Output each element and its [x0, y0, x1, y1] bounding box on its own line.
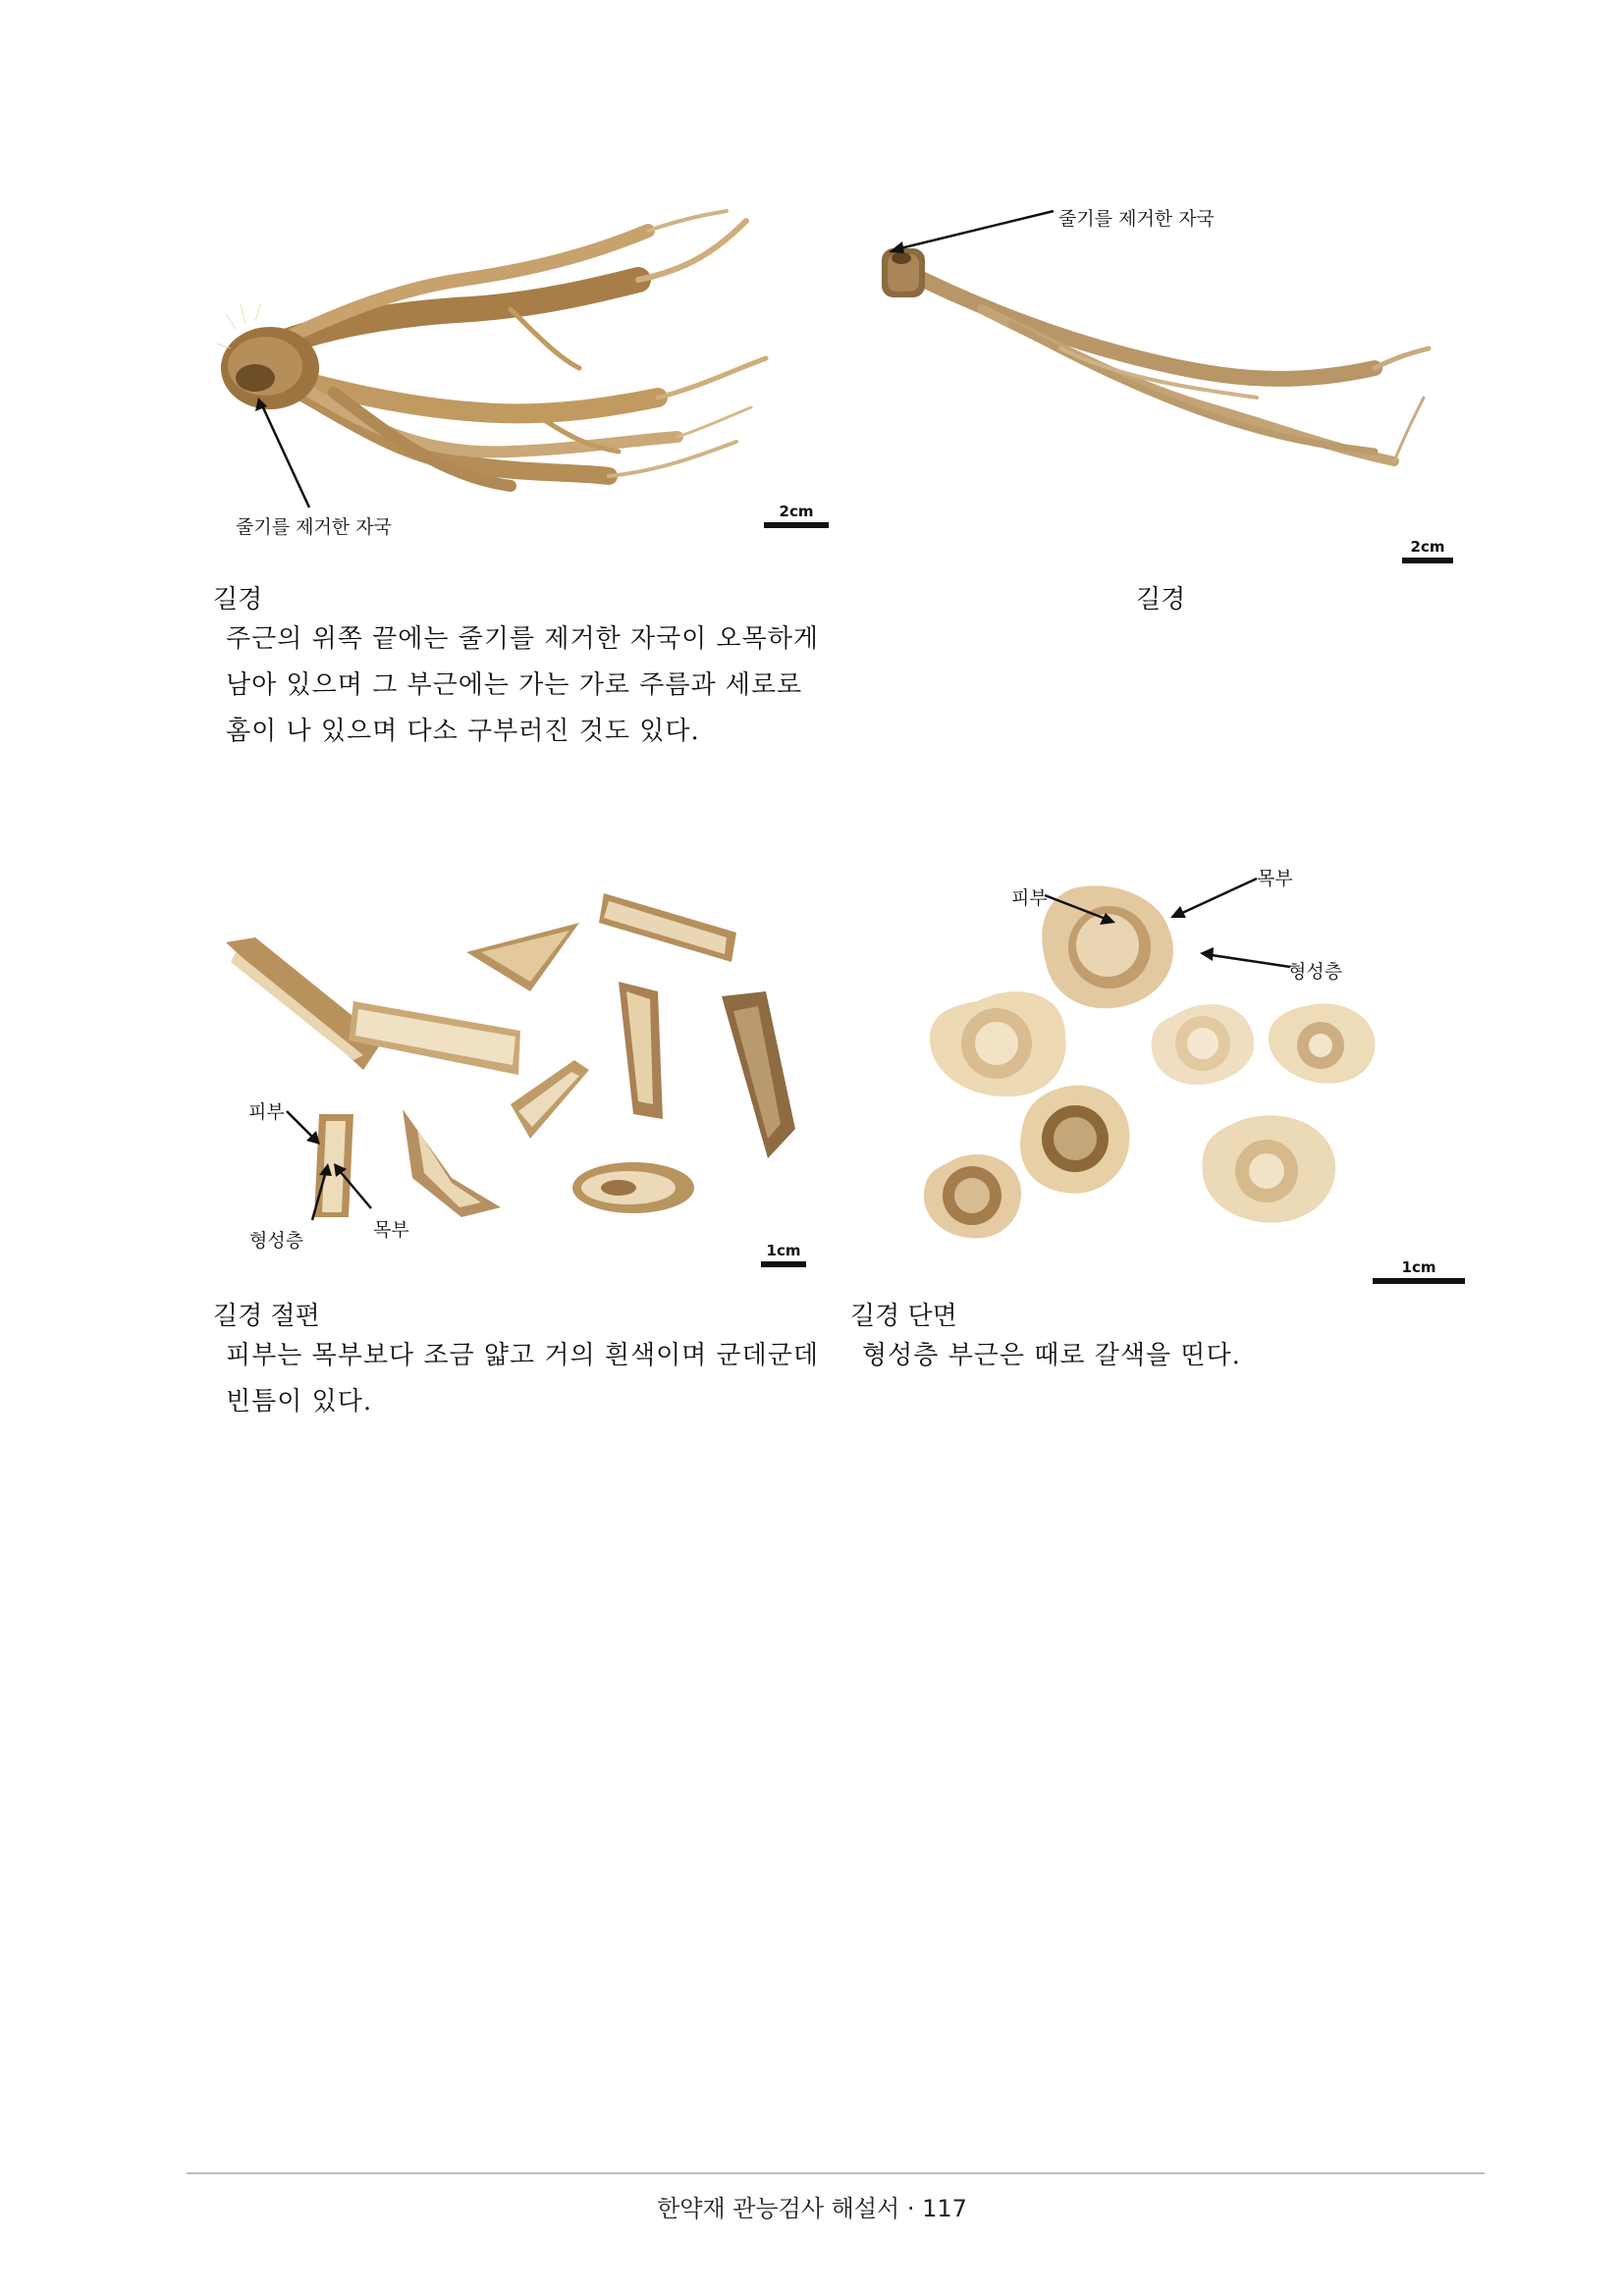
- scale-label: 2cm: [1410, 538, 1445, 556]
- caption-title: 길경 단면: [850, 1302, 957, 1331]
- photo-root-whole-2: [864, 240, 1434, 466]
- caption-title: 길경: [1136, 585, 1186, 614]
- scale-bar: [761, 1261, 806, 1267]
- callout-arrow: [255, 398, 314, 515]
- photo-root-slices: [206, 893, 815, 1247]
- footer-rule: [187, 2172, 1485, 2174]
- scale-bar: [1402, 558, 1453, 563]
- callout-cambium: 형성층: [249, 1230, 304, 1252]
- scale-bar: [764, 522, 829, 528]
- callout-xylem: 목부: [1257, 868, 1293, 889]
- callout-arrow: [285, 1109, 324, 1148]
- caption-title: 길경: [213, 585, 263, 614]
- callout-stem-scar: 줄기를 제거한 자국: [1058, 208, 1215, 230]
- callout-bark: 피부: [248, 1101, 285, 1123]
- callout-arrow: [1200, 947, 1293, 972]
- photo-root-cross-sections: [918, 879, 1429, 1271]
- callout-stem-scar: 줄기를 제거한 자국: [236, 516, 392, 538]
- callout-cambium: 형성층: [1288, 961, 1343, 983]
- caption-line: 홈이 나 있으며 다소 구부러진 것도 있다.: [226, 717, 700, 746]
- scale-label: 1cm: [766, 1242, 801, 1259]
- caption-line: 피부는 목부보다 조금 얇고 거의 흰색이며 군데군데: [226, 1341, 820, 1370]
- callout-arrow: [332, 1163, 376, 1212]
- caption-line: 남아 있으며 그 부근에는 가는 가로 주름과 세로로: [226, 670, 803, 700]
- scale-label: 1cm: [1401, 1258, 1436, 1276]
- callout-arrow: [1043, 891, 1116, 926]
- scale-label: 2cm: [779, 503, 814, 520]
- page-footer: 한약재 관능검사 해설서 · 117: [657, 2195, 967, 2222]
- callout-bark: 피부: [1011, 887, 1048, 909]
- callout-xylem: 목부: [373, 1219, 409, 1241]
- callout-arrow: [1170, 877, 1259, 921]
- caption-line: 빈틈이 있다.: [226, 1387, 373, 1416]
- caption-title: 길경 절편: [213, 1302, 320, 1331]
- caption-line: 형성층 부근은 때로 갈색을 띤다.: [862, 1341, 1241, 1370]
- callout-arrow: [889, 208, 1056, 257]
- caption-line: 주근의 위쪽 끝에는 줄기를 제거한 자국이 오목하게: [226, 624, 820, 654]
- scale-bar: [1373, 1278, 1465, 1284]
